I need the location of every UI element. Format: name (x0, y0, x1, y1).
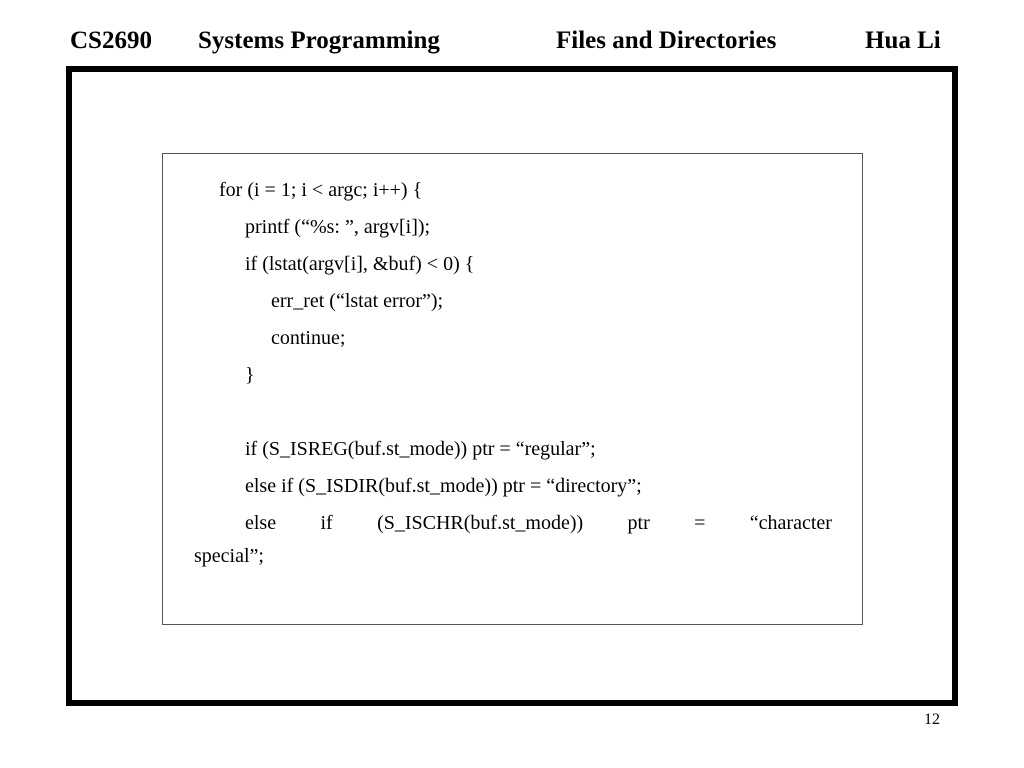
page-number: 12 (924, 711, 940, 728)
course-subject: Systems Programming (198, 27, 440, 54)
code-word: = (694, 512, 706, 534)
code-word: ptr (627, 512, 650, 534)
code-word: else (245, 512, 277, 534)
code-line: err_ret (“lstat error”); (271, 290, 444, 312)
author-name: Hua Li (865, 27, 941, 54)
code-line: for (i = 1; i < argc; i++) { (219, 179, 423, 201)
code-line: } (245, 364, 255, 386)
code-line: if (S_ISREG(buf.st_mode)) ptr = “regular”; (245, 438, 596, 460)
code-word: “character (749, 512, 832, 534)
code-box (162, 153, 863, 625)
code-line: else if (S_ISDIR(buf.st_mode)) ptr = “directory”; (245, 475, 642, 497)
code-word: if (320, 512, 333, 534)
slide-frame (66, 66, 958, 706)
code-line: continue; (271, 327, 346, 349)
course-code: CS2690 (70, 27, 152, 54)
slide-topic: Files and Directories (556, 27, 777, 54)
code-line: if (lstat(argv[i], &buf) < 0) { (245, 253, 475, 275)
code-line: printf (“%s: ”, argv[i]); (245, 216, 431, 238)
code-line-justified (245, 511, 832, 535)
code-word: (S_ISCHR(buf.st_mode)) (377, 512, 584, 534)
code-line-continuation: special”; (194, 545, 264, 567)
